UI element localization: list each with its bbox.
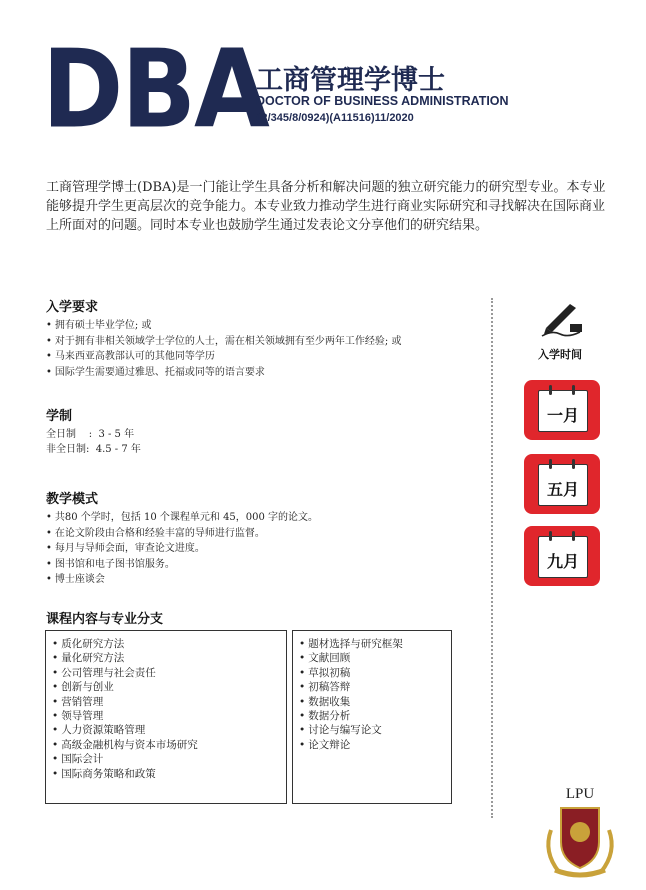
page-subtitle: DOCTOR OF BUSINESS ADMINISTRATION — [256, 94, 509, 108]
month-label: 一月 — [546, 406, 579, 425]
list-item: • 质化研究方法 — [52, 637, 286, 651]
research-list — [293, 631, 451, 752]
list-item: • 题材选择与研究框架 — [299, 637, 451, 651]
list-item: • 国际商务策略和政策 — [52, 767, 286, 781]
core-courses-box — [45, 630, 287, 804]
intake-september — [524, 526, 600, 586]
list-item: • 人力资源策略管理 — [52, 723, 286, 737]
duration-title: 学制 — [46, 409, 73, 424]
list-item: • 草拟初稿 — [299, 666, 451, 680]
list-item: • 拥有硕士毕业学位; 或 — [46, 318, 401, 334]
research-box — [292, 630, 452, 804]
list-item: • 公司管理与社会责任 — [52, 666, 286, 680]
intake-label: 入学时间 — [538, 348, 582, 361]
dba-logo: DBA — [42, 27, 268, 153]
list-item: • 初稿答辩 — [299, 680, 451, 694]
list-item: • 量化研究方法 — [52, 651, 286, 665]
duration-section — [46, 405, 141, 457]
university-logo — [537, 786, 623, 882]
list-item: • 马来西亚高教部认可的其他同等学历 — [46, 349, 401, 365]
calendar-icon — [538, 464, 588, 506]
teaching-section — [46, 488, 318, 588]
intro-paragraph: 工商管理学博士(DBA)是一门能让学生具备分析和解决问题的独立研究能力的研究型专业。本专业能够提升学生更高层次的竞争能力。本专业致力推动学生进行商业实际研究和寻找解决在国际商业上所面对的问题。同时本专业也鼓励学生通过发表论文分享他们的研究结果。 — [46, 180, 606, 233]
list-item: • 图书馆和电子图书馆服务。 — [46, 557, 318, 573]
calendar-icon — [538, 390, 588, 432]
teaching-title: 教学模式 — [46, 492, 99, 507]
parttime-duration: 非全日制: 4.5 - 7 年 — [46, 444, 141, 455]
list-item: • 数据收集 — [299, 695, 451, 709]
admission-title: 入学要求 — [46, 300, 99, 315]
list-item: • 领导管理 — [52, 709, 286, 723]
list-item: • 在论文阶段由合格和经验丰富的导师进行监督。 — [46, 526, 318, 542]
list-item: • 高级金融机构与资本市场研究 — [52, 738, 286, 752]
list-item: • 营销管理 — [52, 695, 286, 709]
calendar-icon — [538, 536, 588, 578]
list-item: • 创新与创业 — [52, 680, 286, 694]
list-item: • 对于拥有非相关领域学士学位的人士，需在相关领域拥有至少两年工作经验; 或 — [46, 334, 401, 350]
page-title: 工商管理学博士 — [256, 65, 445, 96]
admission-section — [46, 296, 401, 380]
month-label: 五月 — [546, 480, 579, 499]
list-item: • 国际学生需要通过雅思、托福或同等的语言要求 — [46, 365, 401, 381]
list-item: • 每月与导师会面，审查论文进度。 — [46, 541, 318, 557]
list-item: • 数据分析 — [299, 709, 451, 723]
divider — [491, 298, 493, 818]
core-courses-list — [46, 631, 286, 781]
courses-title: 课程内容与专业分支 — [46, 612, 164, 627]
program-code: (R/345/8/0924)(A11516)11/2020 — [256, 112, 414, 124]
list-item: • 共80 个学时，包括 10 个课程单元和 45，000 字的论文。 — [46, 510, 318, 526]
list-item: • 博士座谈会 — [46, 572, 318, 588]
pen-signing-icon — [540, 298, 584, 338]
teaching-list — [46, 510, 318, 588]
admission-list — [46, 318, 401, 380]
courses-section — [46, 608, 163, 630]
list-item: • 讨论与编写论文 — [299, 723, 451, 737]
list-item: • 文献回顾 — [299, 651, 451, 665]
intake-may — [524, 454, 600, 514]
list-item: • 国际会计 — [52, 752, 286, 766]
month-label: 九月 — [546, 552, 579, 571]
list-item: • 论文辩论 — [299, 738, 451, 752]
crest-icon — [537, 786, 623, 882]
logo-text: LPU — [565, 786, 595, 802]
intake-january — [524, 380, 600, 440]
fulltime-duration: 全日制 : 3 - 5 年 — [46, 429, 135, 440]
